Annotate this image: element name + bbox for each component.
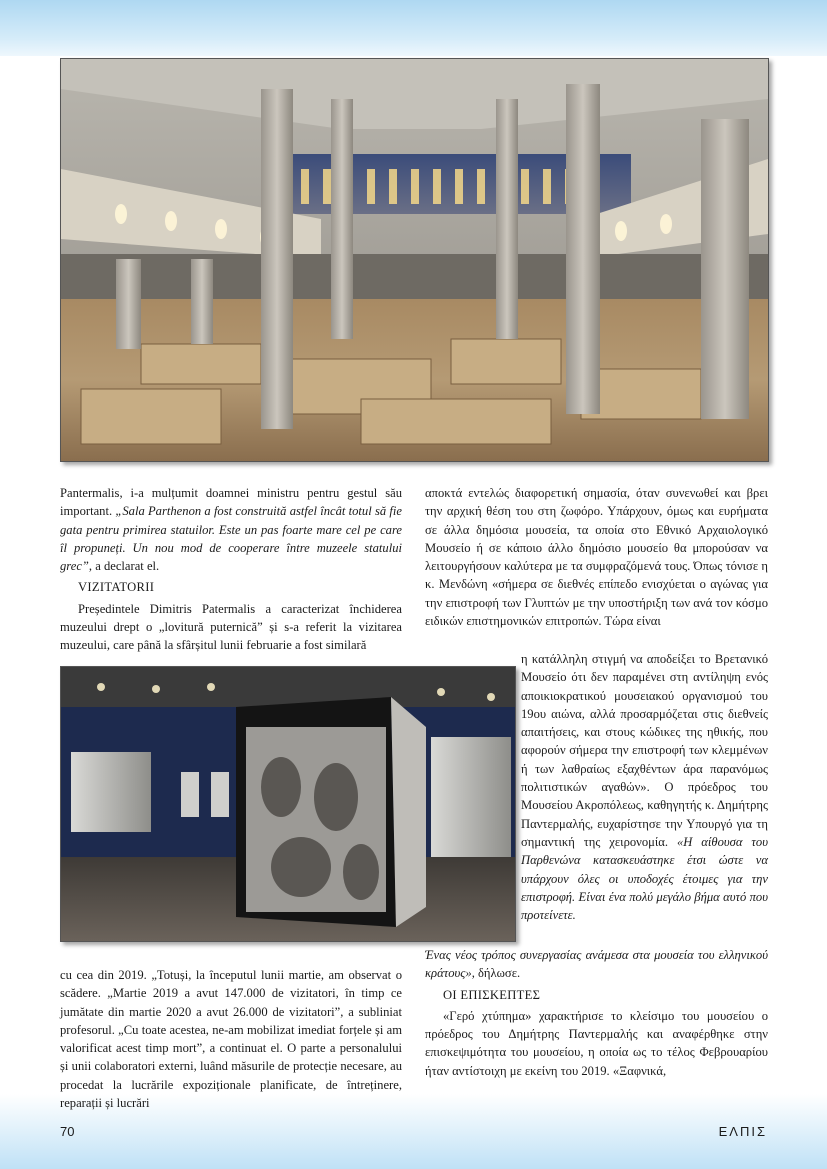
page-number: 70 <box>60 1124 75 1139</box>
left-column-lower <box>60 966 402 1112</box>
text-span: , a declarat el. <box>88 559 160 574</box>
text-span: Pantermalis, i-a mulțumit doamnei ministru pentru gestul său important. <box>60 486 402 519</box>
quote-span: „Sala Parthenon a fost construită astfel încât totul să fie gata pentru primirea statuilor. Este un pas foarte mare cel pe care îl propuneți. Un nou mod de cooperare între muzeele statului grec” <box>60 504 402 574</box>
running-title: ΕΛΠΙΣ <box>718 1124 767 1139</box>
text-span: η κατάλληλη στιγμή να αποδείξει το Βρετανικό Μουσείο ότι δεν παραμένει στη αντίληψη ενός αποικιοκρατικού μουσειακού οργανισμού του 19ου αιώνα, αλλά προσαρμόζεται στις διεθνείς απαιτήσεις, και στους κώδικες της ηθικής, που αφορούν σήμερα την επιστροφή των κλεμμένων ή των λαθραίως εξαχθέντων άρα παρανόμως πολιτιστικών αγαθών». Ο πρόεδρος του Μουσείου Ακροπόλεως, καθηγητής κ. Δημήτρης Παντερμαλής, ευχαρίστησε την Υπουργό για τη σημαντική της χειρονομία. <box>521 652 768 849</box>
exhibition-lightbox-photo <box>60 666 516 942</box>
left-column-upper <box>60 484 402 655</box>
right-column-wrap <box>521 650 768 924</box>
text-span: , δήλωσε. <box>471 966 521 981</box>
paragraph: cu cea din 2019. „Totuși, la începutul lunii martie, am observat o scădere. „Martie 2019 a avut 147.000 de vizitatori, în timp ce jumătate din martie 2020 a avut 26.000 de vizitatori”, a subliniat profesorul. „Cu toate acestea, ne-am mobilizat imediat forțele și am valorificat acest timp mort”, a continuat el. O parte a personalului și unii colaboratori externi, luând măsurile de protecție necesare, au procedat la lucrările expoziționale planificate, de întreținere, reparații și lucrări <box>60 968 402 1111</box>
paragraph: «Γερό χτύπημα» χαρακτήρισε το κλείσιμο του μουσείου ο πρόεδρος του Δημήτρης Παντερμαλής και αναφέρθηκε στην επισκεψιμότητα του μουσείου, η οποία ως το τέλος Φεβρουαρίου ήταν αντίστοιχη με εκείνη του 2019. «Ξαφνικά, <box>425 1008 768 1078</box>
quote-span: Ένας νέος τρόπος συνεργασίας ανάμεσα στα μουσεία του ελληνικού κράτους» <box>425 948 768 981</box>
paragraph: αποκτά εντελώς διαφορετική σημασία, όταν συνενωθεί και βρει την αρχική θέση του στη ζωφόρο. Υπάρχουν, όμως και ευρήματα σε άλλα δημόσια μουσεία, τα οποία στο Εθνικό Αρχαιολογικό Μουσείο ή σε κάποιο άλλο δημόσιο μουσείο θα μπορούσαν να λειτουργήσουν καλύτερα με τα συμφραζόμενά τους. Όπως τόνισε η κ. Μενδώνη «σήμερα σε διεθνές επίπεδο ενισχύεται ο αγώνας για την επιστροφή των Γλυπτών με την υποστήριξη των ανά τον κόσμο ειδικών επιστημονικών επιτροπών. Τώρα είναι <box>425 486 768 629</box>
paragraph <box>521 650 768 924</box>
top-decorative-band <box>0 0 827 56</box>
right-column-upper <box>425 484 768 630</box>
right-column-lower <box>425 946 768 1080</box>
section-heading-visitors: VIZITATORII <box>78 580 155 595</box>
paragraph: Președintele Dimitris Patermalis a caracterizat închiderea muzeului drept o „lovitură puternică” și s-a referit la vizitarea muzeului, care până la sfârșitul lunii februarie a fost similară <box>60 601 402 653</box>
paragraph <box>425 946 768 983</box>
museum-excavation-photo <box>60 58 769 462</box>
quote-span: «Η αίθουσα του Παρθενώνα κατασκευάστηκε έτσι ώστε να υπάρχουν όλες οι υποδοχές έτοιμες για την επιστροφή. Είναι ένα πολύ μεγάλο βήμα αυτό που προτείνετε. <box>521 834 769 923</box>
paragraph <box>60 484 402 575</box>
section-heading-visitors-greek: ΟΙ ΕΠΙΣΚΕΠΤΕΣ <box>443 987 541 1002</box>
